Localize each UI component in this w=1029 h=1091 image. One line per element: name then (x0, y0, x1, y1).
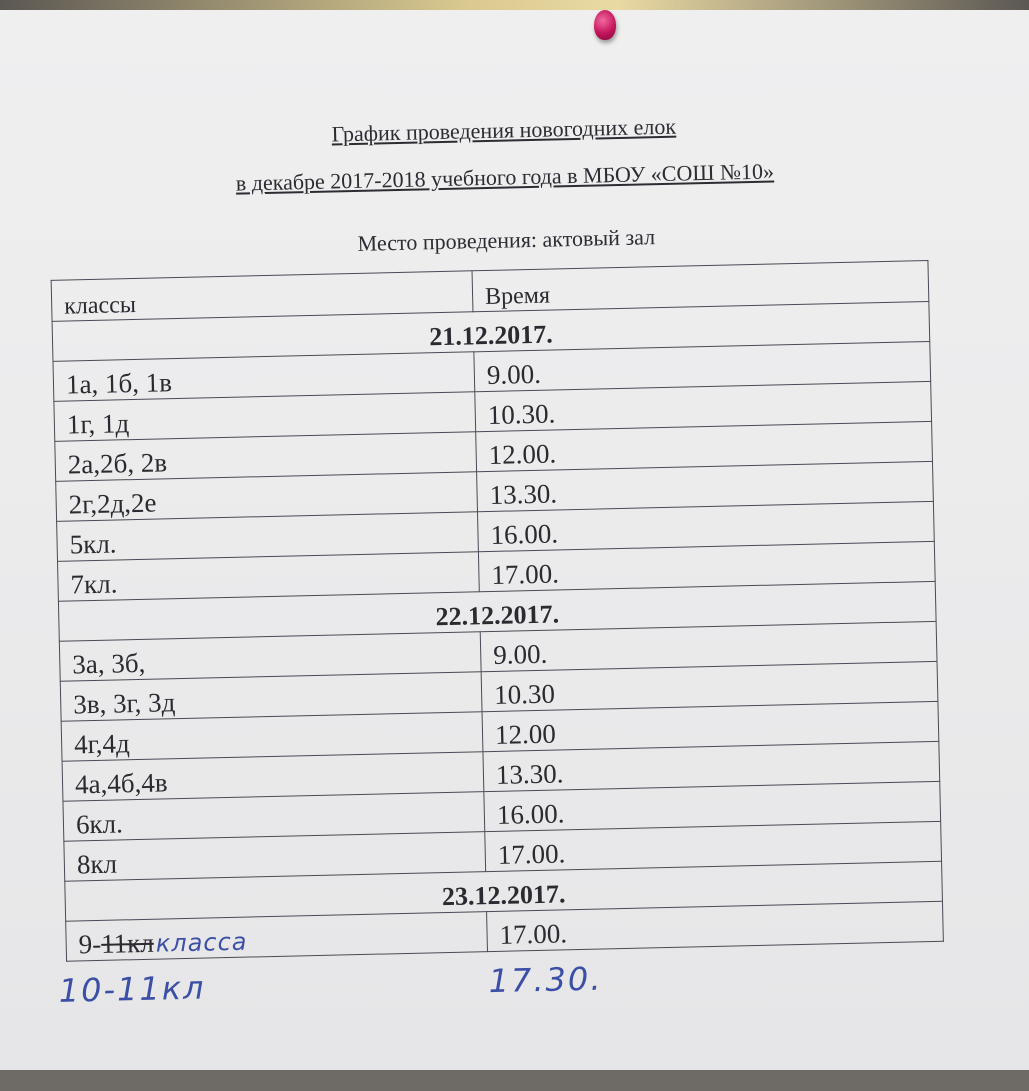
classes-cell: 1а, 1б, 1в (53, 352, 475, 402)
time-cell: 16.00. (477, 501, 934, 551)
handwritten-time-note: 17.30. (488, 959, 603, 1001)
handwritten-classes-correction: класса (155, 927, 248, 958)
document-title: График проведения новогодних елок (331, 113, 677, 147)
time-cell: 16.00. (484, 781, 941, 831)
time-cell: 12.00 (482, 701, 939, 751)
date-cell: 23.12.2017. (65, 861, 943, 921)
classes-cell: 8кл (64, 832, 486, 882)
classes-cell: 3в, 3г, 3д (60, 672, 482, 722)
classes-cell: 7кл. (58, 552, 480, 602)
date-cell: 21.12.2017. (52, 301, 930, 361)
time-cell: 10.30. (475, 381, 932, 431)
document-subtitle: в декабре 2017-2018 учебного года в МБОУ «СОШ №10» (235, 158, 775, 196)
date-cell: 22.12.2017. (58, 581, 936, 641)
classes-cell (66, 912, 488, 962)
time-cell: 17.00. (485, 821, 942, 871)
handwritten-classes-note: 10-11кл (58, 968, 206, 1010)
classes-cell: 1г, 1д (54, 392, 476, 442)
time-cell: 17.00. (487, 901, 944, 951)
header-classes: классы (51, 271, 473, 322)
header-time: Время (472, 260, 929, 311)
time-cell: 9.00. (474, 341, 931, 391)
time-cell: 12.00. (476, 421, 933, 471)
time-cell: 10.30 (481, 661, 938, 711)
schedule-table (51, 260, 944, 962)
time-cell: 9.00. (480, 621, 937, 671)
classes-cell: 2а,2б, 2в (55, 432, 477, 482)
classes-prefix: 9- (78, 928, 102, 960)
classes-cell: 6кл. (63, 792, 485, 842)
struck-classes-text: 11кл (100, 927, 155, 959)
time-cell: 13.30. (483, 741, 940, 791)
classes-cell: 3а, 3б, (59, 632, 481, 682)
classes-cell: 5кл. (57, 512, 479, 562)
classes-cell: 4г,4д (61, 712, 483, 762)
time-cell: 17.00. (478, 541, 935, 591)
time-cell: 13.30. (477, 461, 934, 511)
classes-cell: 4а,4б,4в (62, 752, 484, 802)
classes-cell: 2г,2д,2е (56, 472, 478, 522)
venue-label: Место проведения: актовый зал (357, 224, 656, 256)
